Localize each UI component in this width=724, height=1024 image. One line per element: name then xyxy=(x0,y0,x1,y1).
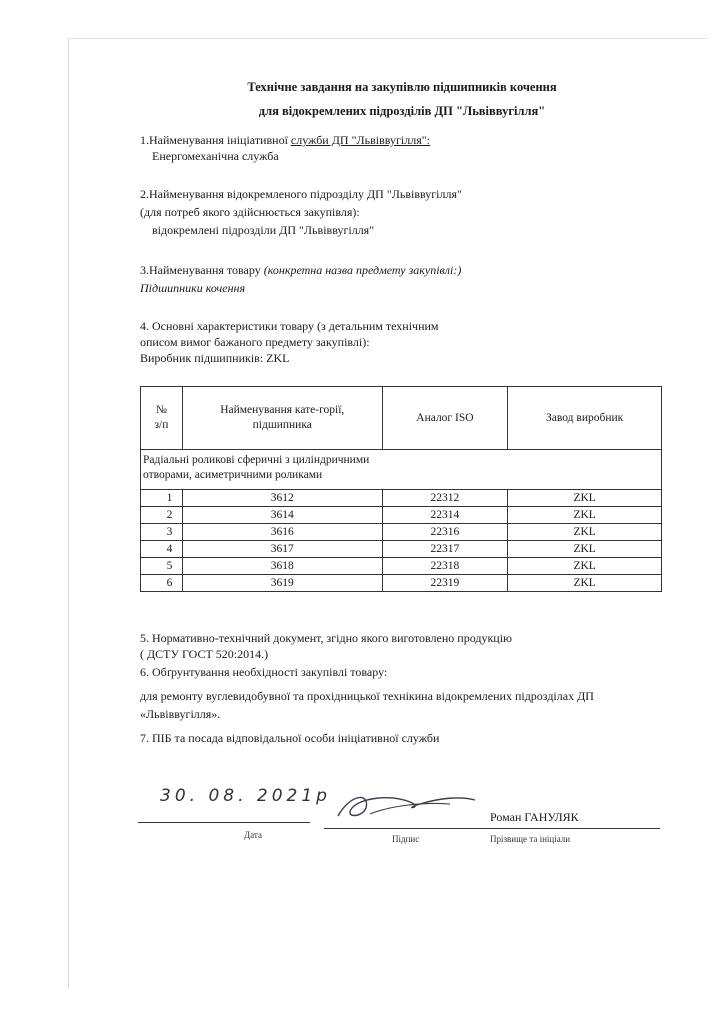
section3-heading-note: (конкретна назва предмету закупівлі:) xyxy=(263,263,462,277)
row-iso: 22312 xyxy=(382,490,508,507)
document-title-line2: для відокремлених підрозділів ДП "Львіввугілля" xyxy=(258,104,546,118)
row-iso: 22314 xyxy=(382,507,508,524)
header-name xyxy=(182,387,382,450)
handwritten-date: 30. 08. 2021р xyxy=(160,786,331,806)
date-line xyxy=(138,822,310,823)
section6-line1: 6. Обґрунтування необхідності закупівлі товару: xyxy=(140,665,388,679)
row-name: 3619 xyxy=(182,575,382,592)
date-caption: Дата xyxy=(244,830,262,840)
category-cell xyxy=(141,450,662,490)
section1-heading-prefix: 1.Найменування ініціативної xyxy=(140,133,291,147)
row-number: 1 xyxy=(141,490,183,507)
row-name: 3616 xyxy=(182,524,382,541)
header-number xyxy=(141,387,183,450)
row-maker: ZKL xyxy=(508,541,662,558)
row-name: 3617 xyxy=(182,541,382,558)
header-number-line1: № xyxy=(155,404,167,416)
row-maker: ZKL xyxy=(508,558,662,575)
row-iso: 22316 xyxy=(382,524,508,541)
row-maker: ZKL xyxy=(508,524,662,541)
section1-heading xyxy=(140,132,430,148)
row-number: 5 xyxy=(141,558,183,575)
table-row xyxy=(141,507,662,524)
row-maker: ZKL xyxy=(508,490,662,507)
bearings-table xyxy=(140,386,662,592)
row-iso: 22317 xyxy=(382,541,508,558)
section6-line3: «Львіввугілля». xyxy=(140,707,221,721)
category-line2: отворами, асиметричними роликами xyxy=(143,469,323,481)
row-number: 2 xyxy=(141,507,183,524)
table-row xyxy=(141,575,662,592)
handwritten-signature xyxy=(330,788,480,828)
header-name-line2: підшипника xyxy=(252,419,312,431)
row-number: 6 xyxy=(141,575,183,592)
section2-heading: 2.Найменування відокремленого підрозділу ДП "Львіввугілля" xyxy=(140,187,462,201)
section5-line1: 5. Нормативно-технічний документ, згідно якого виготовлено продукцію xyxy=(140,631,513,645)
scan-page-edge-left xyxy=(68,38,69,988)
signer-name: Роман ГАНУЛЯК xyxy=(490,810,579,824)
section3-value: Підшипники кочення xyxy=(140,281,246,295)
category-line1: Радіальні роликові сферичні з циліндричними xyxy=(143,454,370,466)
table-header-row xyxy=(141,387,662,450)
header-name-line1: Найменування кате-горії, xyxy=(220,404,345,416)
row-maker: ZKL xyxy=(508,575,662,592)
header-iso: Аналог ISO xyxy=(382,387,508,450)
section1-heading-underlined: служби ДП "Львіввугілля": xyxy=(290,133,430,147)
row-name: 3612 xyxy=(182,490,382,507)
table-row xyxy=(141,541,662,558)
document-title-line1: Технічне завдання на закупівлю підшипників кочення xyxy=(247,80,557,94)
header-number-line2: з/п xyxy=(154,419,169,431)
table-row xyxy=(141,558,662,575)
section2-value: відокремлені підрозділи ДП "Львіввугілля" xyxy=(152,223,375,237)
row-maker: ZKL xyxy=(508,507,662,524)
name-caption: Прізвище та ініціали xyxy=(490,834,571,844)
table-row xyxy=(141,490,662,507)
section6-line2: для ремонту вуглевидобувної та прохідницької технікина відокремлених підрозділах ДП xyxy=(140,689,594,703)
section5-line2: ( ДСТУ ГОСТ 520:2014.) xyxy=(140,647,269,661)
section4-line1: 4. Основні характеристики товару (з детальним технічним xyxy=(140,319,439,333)
section7-line1: 7. ПІБ та посада відповідальної особи ініціативної служби xyxy=(140,731,440,745)
row-iso: 22319 xyxy=(382,575,508,592)
section3-heading xyxy=(140,262,461,278)
section3-heading-text: 3.Найменування товару xyxy=(140,263,264,277)
section1-value: Енергомеханічна служба xyxy=(152,149,279,163)
row-number: 3 xyxy=(141,524,183,541)
header-maker: Завод виробник xyxy=(508,387,662,450)
section4-line3: Виробник підшипників: ZKL xyxy=(140,351,290,365)
section2-subheading: (для потреб якого здійснюється закупівля): xyxy=(140,205,360,219)
signature-caption: Підпис xyxy=(392,834,420,844)
section4-line2: описом вимог бажаного предмету закупівлі): xyxy=(140,335,370,349)
signature-line xyxy=(324,828,660,829)
row-name: 3618 xyxy=(182,558,382,575)
table-row xyxy=(141,524,662,541)
row-iso: 22318 xyxy=(382,558,508,575)
scan-page-edge-top xyxy=(68,38,708,39)
row-number: 4 xyxy=(141,541,183,558)
category-row xyxy=(141,450,662,490)
row-name: 3614 xyxy=(182,507,382,524)
